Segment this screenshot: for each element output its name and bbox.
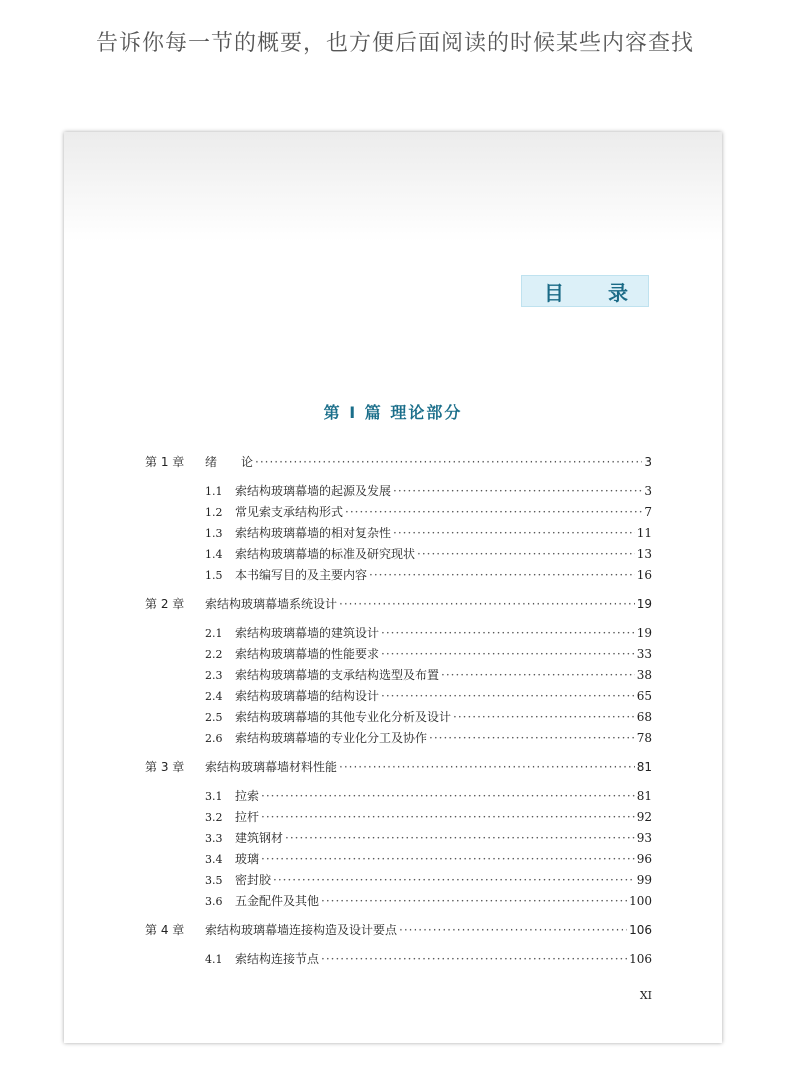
leader-dots [261, 807, 635, 828]
toc-chapter-row[interactable] [145, 920, 652, 941]
toc-section-row[interactable] [145, 707, 652, 728]
chapter-number: 第 2 章 [145, 597, 185, 611]
part-title: 第 I 篇 理论部分 [323, 403, 463, 422]
section-number: 2.4 [205, 690, 223, 703]
section-number: 1.2 [205, 506, 223, 519]
chapter-page: 106 [629, 923, 652, 937]
leader-dots [321, 949, 627, 970]
toc-section-row[interactable] [145, 849, 652, 870]
table-of-contents [145, 452, 652, 978]
toc-section-row[interactable] [145, 870, 652, 891]
section-title: 索结构玻璃幕墙的性能要求 [235, 647, 380, 661]
section-page: 78 [636, 731, 652, 745]
section-title: 索结构玻璃幕墙的起源及发展 [235, 484, 392, 498]
toc-chapter-row[interactable] [145, 452, 652, 473]
section-title: 密封胶 [235, 873, 272, 887]
section-title: 索结构玻璃幕墙的建筑设计 [235, 626, 380, 640]
section-number: 1.4 [205, 548, 223, 561]
section-number: 3.2 [205, 811, 223, 824]
section-title: 索结构玻璃幕墙的专业化分工及协作 [235, 731, 428, 745]
section-group [145, 786, 652, 912]
section-title: 常见索支承结构形式 [235, 505, 344, 519]
chapter-page: 19 [636, 597, 652, 611]
section-title: 索结构玻璃幕墙的结构设计 [235, 689, 380, 703]
leader-dots [261, 786, 635, 807]
leader-dots [453, 707, 635, 728]
section-number: 3.3 [205, 832, 223, 845]
section-page: 11 [636, 526, 652, 540]
chapter-title: 索结构玻璃幕墙连接构造及设计要点 [205, 923, 398, 937]
leader-dots [339, 757, 635, 778]
section-page: 99 [636, 873, 652, 887]
section-number: 3.6 [205, 895, 223, 908]
toc-chapter-row[interactable] [145, 594, 652, 615]
leader-dots [381, 623, 635, 644]
section-number: 1.5 [205, 569, 223, 582]
section-page: 81 [636, 789, 652, 803]
section-number: 3.1 [205, 790, 223, 803]
book-page [64, 132, 722, 1043]
toc-section-row[interactable] [145, 665, 652, 686]
page-top-shade [64, 132, 722, 242]
toc-heading [521, 275, 649, 307]
section-page: 100 [629, 894, 652, 908]
leader-dots [255, 452, 642, 473]
toc-heading-left: 目 [544, 280, 564, 305]
section-number: 3.5 [205, 874, 223, 887]
page-number: XI [639, 989, 652, 1002]
section-page: 3 [644, 484, 652, 498]
leader-dots [429, 728, 635, 749]
leader-dots [345, 502, 642, 523]
leader-dots [441, 665, 635, 686]
toc-section-row[interactable] [145, 565, 652, 586]
section-title: 本书编写目的及主要内容 [235, 568, 368, 582]
section-page: 92 [636, 810, 652, 824]
section-page: 13 [636, 547, 652, 561]
chapter-title: 索结构玻璃幕墙系统设计 [205, 597, 338, 611]
leader-dots [273, 870, 635, 891]
section-number: 3.4 [205, 853, 223, 866]
leader-dots [261, 849, 635, 870]
section-number: 2.3 [205, 669, 223, 682]
section-number: 1.1 [205, 485, 223, 498]
leader-dots [381, 644, 635, 665]
toc-section-row[interactable] [145, 828, 652, 849]
leader-dots [369, 565, 635, 586]
section-page: 19 [636, 626, 652, 640]
section-page: 38 [636, 668, 652, 682]
toc-section-row[interactable] [145, 523, 652, 544]
chapter-title: 索结构玻璃幕墙材料性能 [205, 760, 338, 774]
section-number: 2.6 [205, 732, 223, 745]
section-page: 16 [636, 568, 652, 582]
section-number: 4.1 [205, 953, 223, 966]
section-page: 68 [636, 710, 652, 724]
toc-section-row[interactable] [145, 481, 652, 502]
leader-dots [381, 686, 635, 707]
chapter-page: 81 [636, 760, 652, 774]
leader-dots [393, 523, 635, 544]
section-group [145, 481, 652, 586]
section-title: 建筑钢材 [235, 831, 284, 845]
section-number: 2.1 [205, 627, 223, 640]
section-page: 106 [629, 952, 652, 966]
section-page: 33 [636, 647, 652, 661]
chapter-page: 3 [644, 455, 652, 469]
toc-section-row[interactable] [145, 544, 652, 565]
leader-dots [321, 891, 627, 912]
section-title: 拉杆 [235, 810, 260, 824]
section-title: 索结构连接节点 [235, 952, 320, 966]
section-page: 7 [644, 505, 652, 519]
toc-section-row[interactable] [145, 786, 652, 807]
toc-section-row[interactable] [145, 807, 652, 828]
chapter-number: 第 1 章 [145, 455, 185, 469]
leader-dots [339, 594, 635, 615]
toc-heading-right: 录 [608, 280, 628, 305]
leader-dots [393, 481, 642, 502]
section-page: 93 [636, 831, 652, 845]
section-group [145, 623, 652, 749]
leader-dots [417, 544, 635, 565]
section-page: 65 [636, 689, 652, 703]
section-title: 索结构玻璃幕墙的相对复杂性 [235, 526, 392, 540]
leader-dots [285, 828, 635, 849]
section-number: 2.2 [205, 648, 223, 661]
leader-dots [399, 920, 627, 941]
section-title: 索结构玻璃幕墙的其他专业化分析及设计 [235, 710, 452, 724]
toc-section-row[interactable] [145, 623, 652, 644]
toc-section-row[interactable] [145, 686, 652, 707]
section-page: 96 [636, 852, 652, 866]
chapter-title: 绪 论 [205, 455, 254, 469]
section-group [145, 949, 652, 970]
toc-section-row[interactable] [145, 728, 652, 749]
toc-section-row[interactable] [145, 502, 652, 523]
toc-section-row[interactable] [145, 891, 652, 912]
toc-chapter-row[interactable] [145, 757, 652, 778]
section-title: 索结构玻璃幕墙的标准及研究现状 [235, 547, 416, 561]
toc-section-row[interactable] [145, 644, 652, 665]
caption: 告诉你每一节的概要，也方便后面阅读的时候某些内容查找 [95, 31, 694, 56]
section-title: 玻璃 [235, 852, 260, 866]
toc-section-row[interactable] [145, 949, 652, 970]
section-number: 1.3 [205, 527, 223, 540]
chapter-number: 第 3 章 [145, 760, 185, 774]
section-title: 拉索 [235, 789, 260, 803]
chapter-number: 第 4 章 [145, 923, 185, 937]
section-title: 索结构玻璃幕墙的支承结构选型及布置 [235, 668, 440, 682]
section-title: 五金配件及其他 [235, 894, 320, 908]
section-number: 2.5 [205, 711, 223, 724]
